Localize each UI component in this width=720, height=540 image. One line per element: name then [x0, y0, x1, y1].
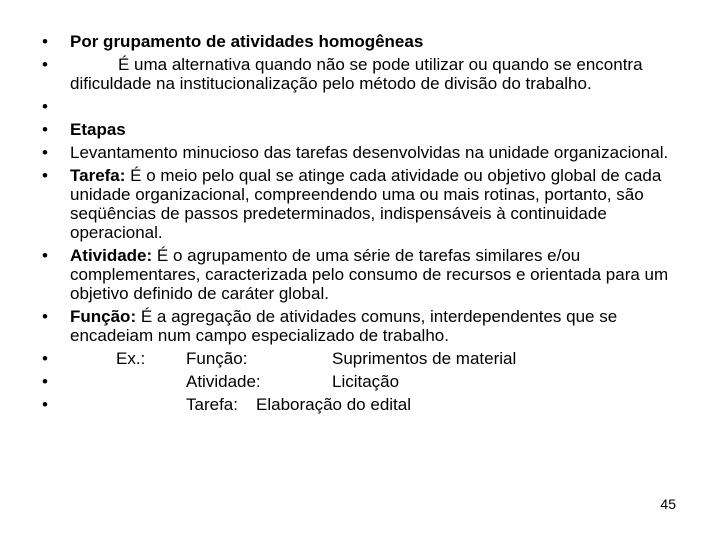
bullet-dot: • [42, 246, 48, 265]
example-row [70, 395, 411, 414]
tarefa-term: Tarefa: [70, 166, 126, 185]
bullet-dot: • [42, 143, 48, 162]
bullet-dot: • [42, 372, 48, 391]
atividade-definition: É o agrupamento de uma série de tarefas similares e/ou complementares, caracterizada pelo consumo de recursos e orientada para um objetivo definido de caráter global. [70, 246, 669, 303]
example-value: Suprimentos de material [332, 349, 517, 368]
bullet-dot: • [42, 349, 48, 368]
example-value: Licitação [332, 372, 400, 391]
example-row [70, 372, 399, 391]
bullet-item-description [40, 55, 680, 93]
bullet-item-heading [40, 32, 680, 51]
bullet-dot: • [42, 97, 48, 116]
funcao-term: Função: [70, 307, 137, 326]
bullet-item-example-2 [40, 372, 680, 391]
example-prefix: Ex.: [116, 349, 146, 368]
bullet-dot: • [42, 307, 48, 326]
page-number: 45 [660, 496, 676, 512]
levantamento-text: Levantamento minucioso das tarefas desenvolvidas na unidade organizacional. [70, 143, 669, 162]
example-value: Elaboração do edital [256, 395, 412, 414]
bullet-dot: • [42, 120, 48, 139]
atividade-term: Atividade: [70, 246, 153, 265]
tarefa-definition: É o meio pelo qual se atinge cada atividade ou objetivo global de cada unidade organizacional, compreendendo uma ou mais rotinas, portanto, são seqüências de passos predeterminados, indispensáveis à continuidade operacional. [70, 166, 662, 242]
example-label: Função: [186, 349, 248, 368]
bullet-dot: • [42, 32, 48, 51]
bullet-item-levantamento [40, 143, 680, 162]
bullet-dot: • [42, 55, 48, 74]
bullet-list [40, 32, 680, 418]
example-row [70, 349, 516, 368]
example-label: Atividade: [186, 372, 261, 391]
bullet-item-example-3 [40, 395, 680, 414]
bullet-item-empty [40, 97, 680, 116]
funcao-definition: É a agregação de atividades comuns, interdependentes que se encadeiam num campo especializado de trabalho. [70, 307, 618, 345]
heading-text: Por grupamento de atividades homogêneas [70, 32, 424, 51]
bullet-dot: • [42, 395, 48, 414]
bullet-dot: • [42, 166, 48, 185]
bullet-item-example-1 [40, 349, 680, 368]
bullet-item-etapas [40, 120, 680, 139]
bullet-item-funcao [40, 307, 680, 345]
bullet-item-tarefa [40, 166, 680, 242]
description-text: É uma alternativa quando não se pode utilizar ou quando se encontra dificuldade na institucionalização pelo método de divisão do trabalho. [70, 55, 643, 93]
bullet-item-atividade [40, 246, 680, 303]
example-label: Tarefa: [186, 395, 238, 414]
etapas-heading: Etapas [70, 120, 126, 139]
